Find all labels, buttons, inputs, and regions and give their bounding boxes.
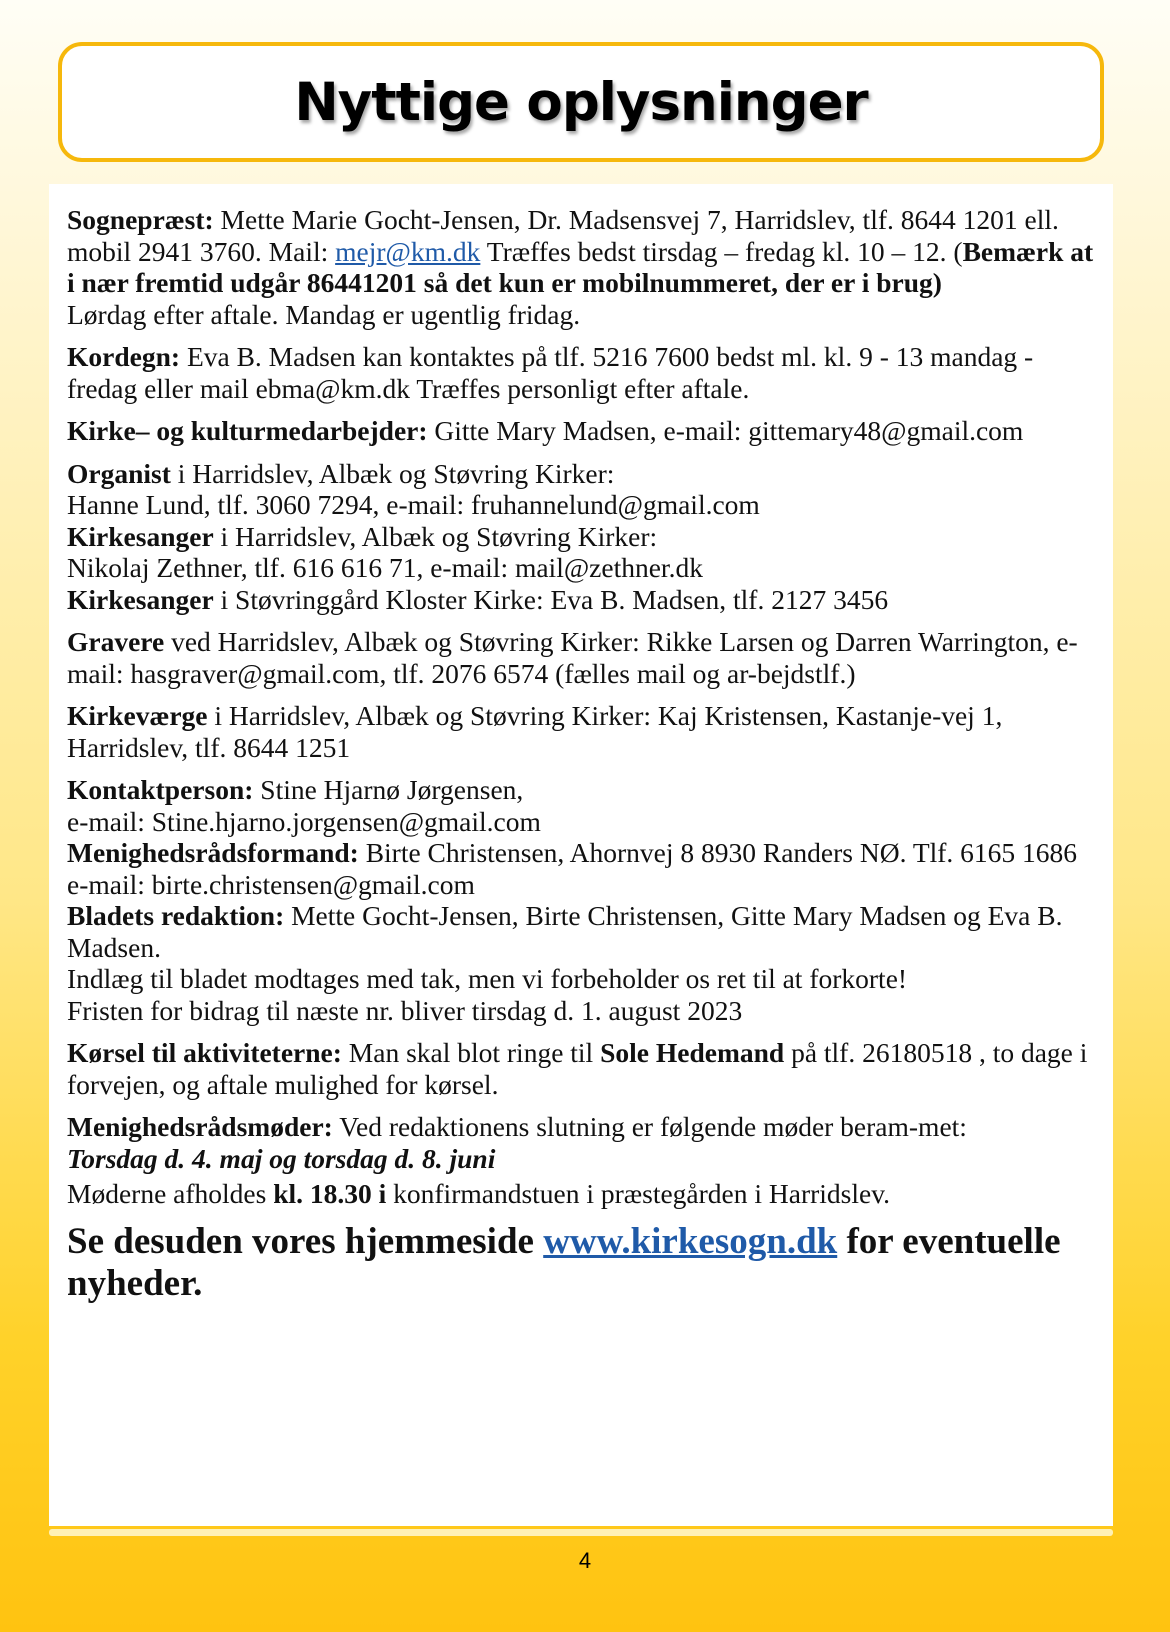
kirkesanger1-label: Kirkesanger <box>67 520 214 552</box>
organist-text: i Harridslev, Albæk og Støvring Kirker: <box>170 457 615 489</box>
sogneprast-label: Sognepræst: <box>67 204 214 235</box>
kirkesanger1-line2: Nikolaj Zethner, tlf. 616 616 71, e-mail: mail@zethner.dk <box>67 552 703 583</box>
kirkesanger2-label: Kirkesanger <box>67 583 214 615</box>
moder-location-text: Møderne afholdes <box>67 1178 274 1209</box>
musicians-section <box>67 458 1095 616</box>
sogneprast-section <box>67 204 1095 330</box>
contacts-section <box>67 774 1095 1026</box>
korsel-text-end: på tlf. 26180518 , to dage i forvejen, og aftale mulighed for kørsel. <box>67 1037 1088 1100</box>
organist-label: Organist <box>67 457 171 489</box>
kirkesanger2-text: i Støvringgård Kloster Kirke: Eva B. Madsen, tlf. 2127 3456 <box>213 583 889 615</box>
moder-section <box>67 1111 1095 1174</box>
kontaktperson-text: Stine Hjarnø Jørgensen, <box>253 774 524 805</box>
moder-location <box>67 1178 1095 1210</box>
website-text: Se desuden vores hjemmeside <box>67 1220 544 1262</box>
korsel-contact-name: Sole Hedemand <box>600 1037 785 1068</box>
kirkevaerge-label: Kirkeværge <box>67 700 208 731</box>
website-text-end: for eventuelle nyheder. <box>67 1220 1061 1304</box>
kordegn-section <box>67 341 1095 404</box>
website-link[interactable]: www.kirkesogn.dk <box>543 1220 838 1262</box>
sogneprast-line2: Lørdag efter aftale. Mandag er ugentlig fridag. <box>67 298 581 330</box>
kirkevaerge-text: i Harridslev, Albæk og Støvring Kirker: Kaj Kristensen, Kastanje-vej 1, Harridslev, tlf. 8644 1251 <box>67 700 1003 763</box>
redaktion-line3: Fristen for bidrag til næste nr. bliver tirsdag d. 1. august 2023 <box>67 994 743 1026</box>
kontaktperson-label: Kontaktperson: <box>67 774 254 805</box>
info-panel <box>49 184 1113 1526</box>
kulturmedarbejder-section <box>67 415 1095 447</box>
formand-text: Birte Christensen, Ahornvej 8 8930 Randers NØ. Tlf. 6165 1686 e-mail: birte.christensen@gmail.com <box>67 837 1078 900</box>
footer-divider <box>49 1529 1113 1536</box>
kulturmedarbejder-label: Kirke– og kulturmedarbejder: <box>67 415 428 446</box>
korsel-text: Man skal blot ringe til <box>341 1037 601 1068</box>
moder-label: Menighedsrådsmøder: <box>67 1111 333 1142</box>
kirkevaerge-section <box>67 700 1095 763</box>
redaktion-line2: Indlæg til bladet modtages med tak, men vi forbeholder os ret til at forkorte! <box>67 963 908 994</box>
redaktion-text: Mette Gocht-Jensen, Birte Christensen, Gitte Mary Madsen og Eva B. Madsen. <box>67 900 1063 963</box>
kontaktperson-line2: e-mail: Stine.hjarno.jorgensen@gmail.com <box>67 805 541 837</box>
formand-label: Menighedsrådsformand: <box>67 837 359 868</box>
moder-dates: Torsdag d. 4. maj og torsdag d. 8. juni <box>67 1142 496 1174</box>
website-callout <box>67 1221 1095 1305</box>
gravere-section <box>67 626 1095 689</box>
page-number: 4 <box>578 1548 592 1573</box>
korsel-label: Kørsel til aktiviteterne: <box>67 1037 342 1068</box>
kulturmedarbejder-text: Gitte Mary Madsen, e-mail: gittemary48@gmail.com <box>427 415 1024 446</box>
title-banner <box>58 42 1104 162</box>
kordegn-text: Eva B. Madsen kan kontaktes på tlf. 5216 7600 bedst ml. kl. 9 - 13 mandag - fredag eller mail ebma@km.dk Træffes personligt efter aftale. <box>67 341 1034 404</box>
sogneprast-hours: Træffes bedst tirsdag – fredag kl. 10 – 12. ( <box>480 235 963 267</box>
sogneprast-text: Mette Marie Gocht-Jensen, Dr. Madsensvej 7, Harridslev, tlf. 8644 1201 ell. mobil 2941 3760. Mail: <box>67 204 1059 267</box>
page-title: Nyttige oplysninger <box>294 71 868 133</box>
organist-line2: Hanne Lund, tlf. 3060 7294, e-mail: fruhannelund@gmail.com <box>67 489 760 520</box>
sogneprast-email-link[interactable]: mejr@km.dk <box>335 235 481 267</box>
kordegn-label: Kordegn: <box>67 341 181 372</box>
gravere-text: ved Harridslev, Albæk og Støvring Kirker: Rikke Larsen og Darren Warrington, e-mail: hasgraver@gmail.com, tlf. 2076 6574 (fælles mail og ar-bejdstlf.) <box>67 626 1078 689</box>
kirkesanger1-text: i Harridslev, Albæk og Støvring Kirker: <box>213 520 658 552</box>
sogneprast-note: Bemærk at i nær fremtid udgår 86441201 så det kun er mobilnummeret, der er i brug) <box>67 235 1094 298</box>
moder-time: kl. 18.30 i <box>273 1178 387 1209</box>
moder-location-end: konfirmandstuen i præstegården i Harridslev. <box>386 1178 891 1209</box>
gravere-label: Gravere <box>67 626 165 657</box>
korsel-section <box>67 1037 1095 1100</box>
moder-text: Ved redaktionens slutning er følgende møder beram-met: <box>332 1111 967 1142</box>
redaktion-label: Bladets redaktion: <box>67 900 285 931</box>
